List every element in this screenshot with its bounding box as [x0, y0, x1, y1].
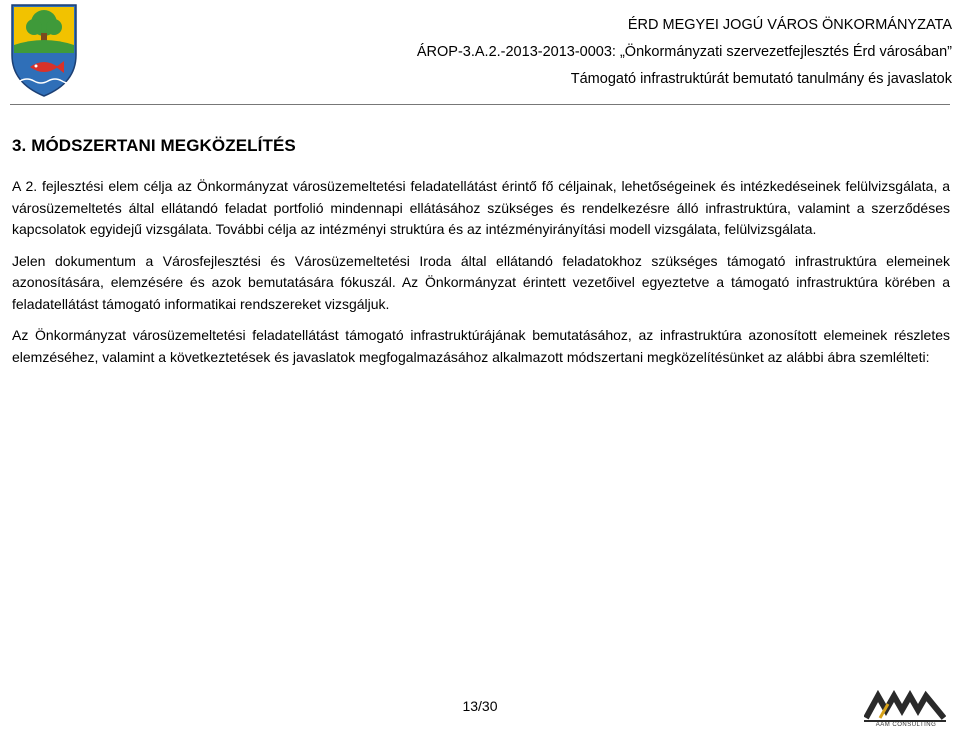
header-divider: [10, 104, 950, 105]
header-project: ÁROP-3.A.2.-2013-2013-0003: „Önkormányzati szervezetfejlesztés Érd városában”: [416, 44, 952, 60]
paragraph: Jelen dokumentum a Városfejlesztési és Városüzemeltetési Iroda által ellátandó feladatokhoz szükséges támogató infrastruktúra elemeinek azonosítására, elemzésére és azok bemutatására fókuszál. Az Önkormányzat érintett vezetőivel egyeztetve a támogató infrastruktúra körében a feladatellátást támogató informatikai rendszereket vizsgáljuk.: [12, 252, 950, 312]
header-text: [417, 12, 952, 93]
paragraph: A 2. fejlesztési elem célja az Önkormányzat városüzemeltetési feladatellátást érintő fő céljainak, lehetőségeinek és intézkedéseinek felülvizsgálata, a városüzemeltetés által ellátandó feladat portfolió mindennapi ellátásához szükséges és rendelkezésre álló infrastruktúra, valamint a szerződéses kapcsolatok egyidejű vizsgálata. További célja az intézményi struktúra és az intézményirányítási modell vizsgálata, felülvizsgálata.: [12, 178, 950, 237]
city-coat-of-arms-icon: [10, 3, 78, 98]
page-number: 13/30: [462, 698, 498, 714]
document-body: [12, 176, 950, 378]
page-header: [0, 0, 960, 106]
footer-logo-text: AAM CONSULTING: [875, 722, 937, 728]
header-organization: ÉRD MEGYEI JOGÚ VÁROS ÖNKORMÁNYZATA: [627, 17, 952, 33]
paragraph: Az Önkormányzat városüzemeltetési feladatellátást támogató infrastruktúrájának bemutatásához, az infrastruktúra azonosított elemeinek részletes elemzéséhez, valamint a következtetések és javaslatok megfogalmazásához alkalmazott módszertani megközelítésünket az alábbi ábra szemlélteti:: [12, 327, 950, 365]
section-title: 3. MÓDSZERTANI MEGKÖZELÍTÉS: [12, 136, 296, 155]
header-document-title: Támogató infrastruktúrát bemutató tanulmány és javaslatok: [570, 71, 952, 87]
